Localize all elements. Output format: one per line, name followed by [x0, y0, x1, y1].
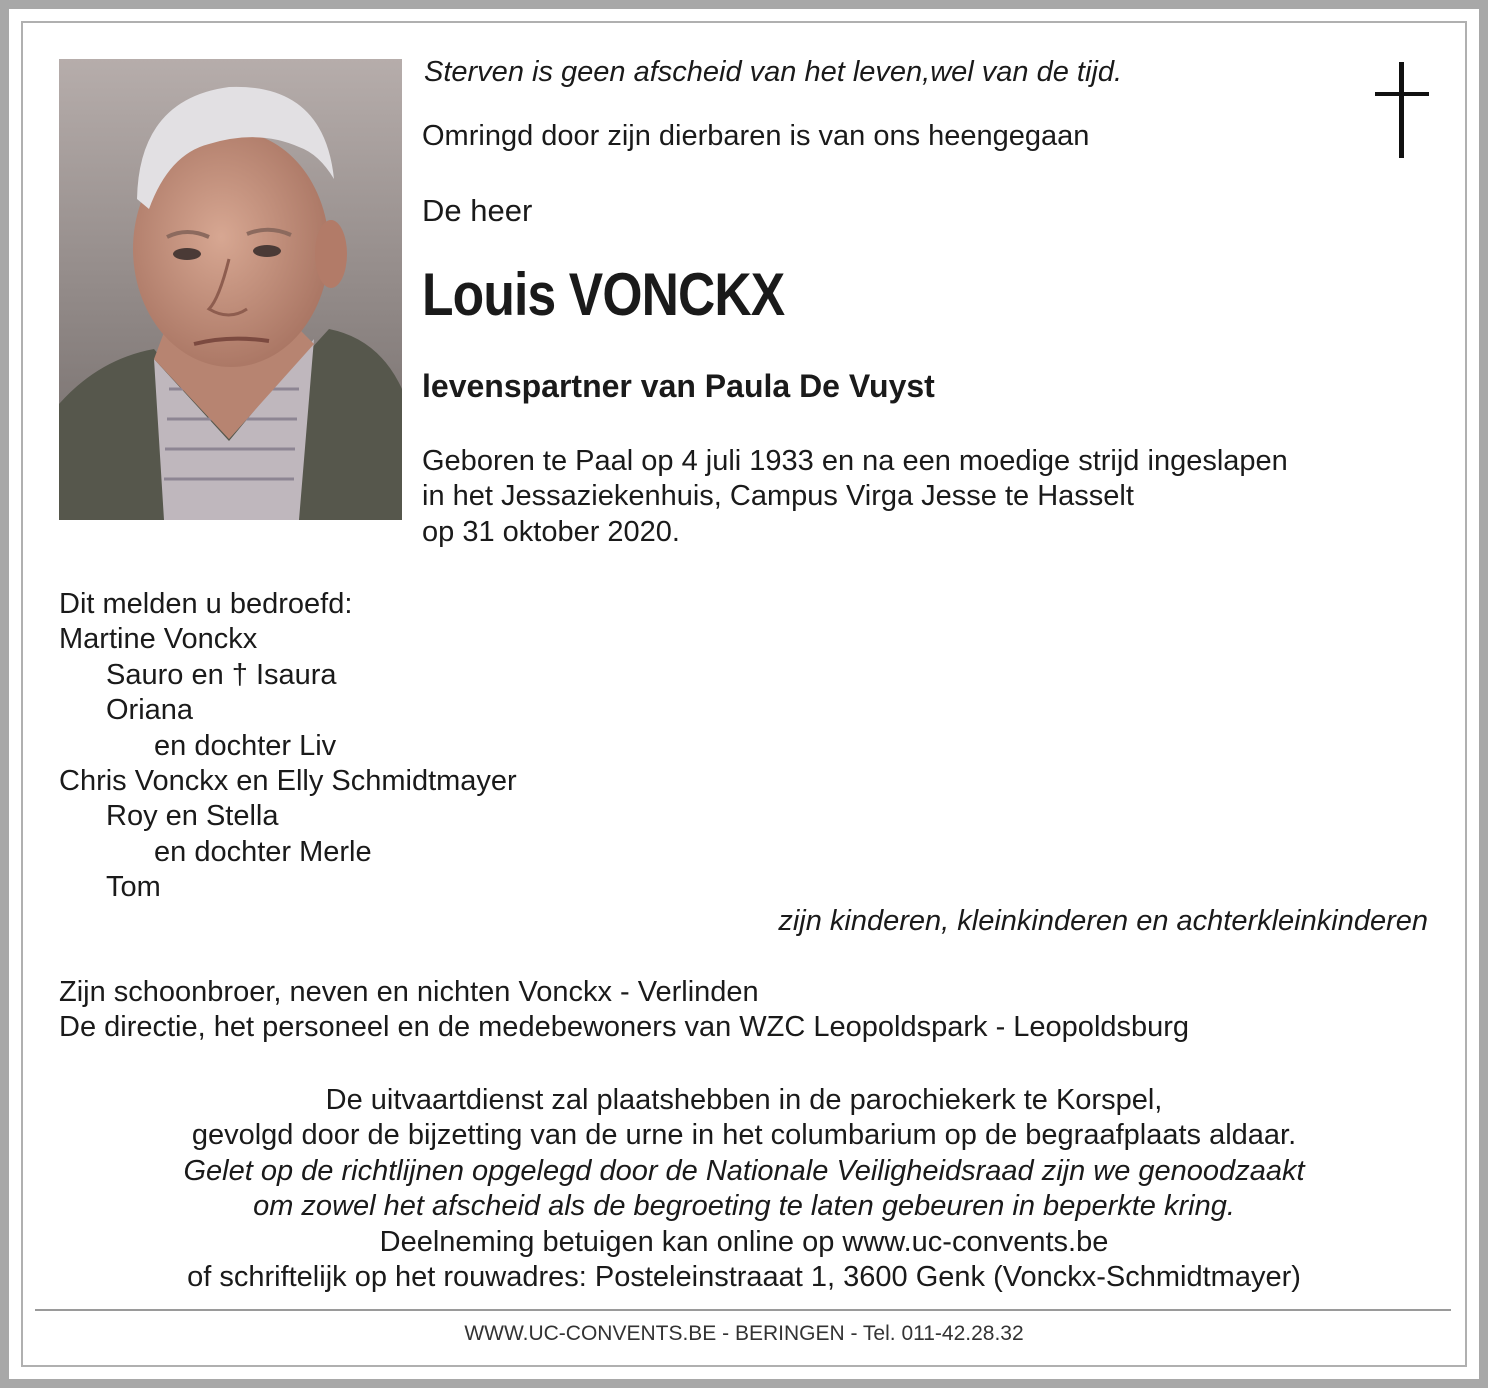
birth-line: op 31 oktober 2020.: [422, 515, 680, 548]
family-line: en dochter Merle: [154, 835, 372, 868]
birth-line: in het Jessaziekenhuis, Campus Virga Jesse te Hasselt: [422, 480, 1134, 513]
address-line: of schriftelijk op het rouwadres: Posteleinstraaat 1, 3600 Genk (Vonckx-Schmidtmayer): [187, 1261, 1301, 1294]
family-line: Oriana: [106, 694, 194, 727]
family-line: en dochter Liv: [154, 729, 337, 762]
service-line: gevolgd door de bijzetting van de urne in het columbarium op de begraafplaats aldaar.: [191, 1119, 1297, 1152]
family-list: [59, 587, 517, 906]
family-line: Martine Vonckx: [59, 623, 258, 656]
others-line: Zijn schoonbroer, neven en nichten Vonckx - Verlinden: [59, 976, 759, 1008]
deceased-name: Louis VONCKX: [422, 261, 785, 328]
family-line: Sauro en † Isaura: [106, 658, 337, 691]
salutation: De heer: [422, 193, 533, 228]
footer-text: WWW.UC-CONVENTS.BE - BERINGEN - Tel. 011-42.28.32: [464, 1322, 1024, 1345]
others-line: De directie, het personeel en de medebewoners van WZC Leopoldspark - Leopoldsburg: [59, 1011, 1190, 1044]
partner-line: levenspartner van Paula De Vuyst: [422, 368, 935, 404]
service-notice: Gelet op de richtlijnen opgelegd door de Nationale Veiligheidsraad zijn we genoodzaakt: [183, 1154, 1305, 1187]
family-line: Roy en Stella: [106, 800, 279, 833]
birth-text: [422, 444, 1288, 550]
cross-icon: [1372, 62, 1432, 158]
family-caption: zijn kinderen, kleinkinderen en achterkleinkinderen: [778, 905, 1428, 937]
intro-text: Omringd door zijn dierbaren is van ons heengegaan: [422, 120, 1090, 152]
service-info: [40, 1083, 1448, 1295]
quote: Sterven is geen afscheid van het leven,wel van de tijd.: [424, 56, 1123, 88]
birth-line: Geboren te Paal op 4 juli 1933 en na een moedige strijd ingeslapen: [422, 445, 1288, 477]
family-line: Chris Vonckx en Elly Schmidtmayer: [59, 765, 517, 798]
portrait-photo: [59, 59, 402, 520]
service-line: De uitvaartdienst zal plaatshebben in de parochiekerk te Korspel,: [325, 1084, 1163, 1116]
footer-divider: [35, 1309, 1451, 1311]
family-line: Dit melden u bedroefd:: [59, 588, 353, 620]
family-line: Tom: [106, 871, 161, 904]
others-list: [59, 975, 1189, 1046]
condolence-line: Deelneming betuigen kan online op www.uc-convents.be: [379, 1225, 1109, 1258]
service-notice: om zowel het afscheid als de begroeting te laten gebeuren in beperkte kring.: [253, 1190, 1235, 1223]
